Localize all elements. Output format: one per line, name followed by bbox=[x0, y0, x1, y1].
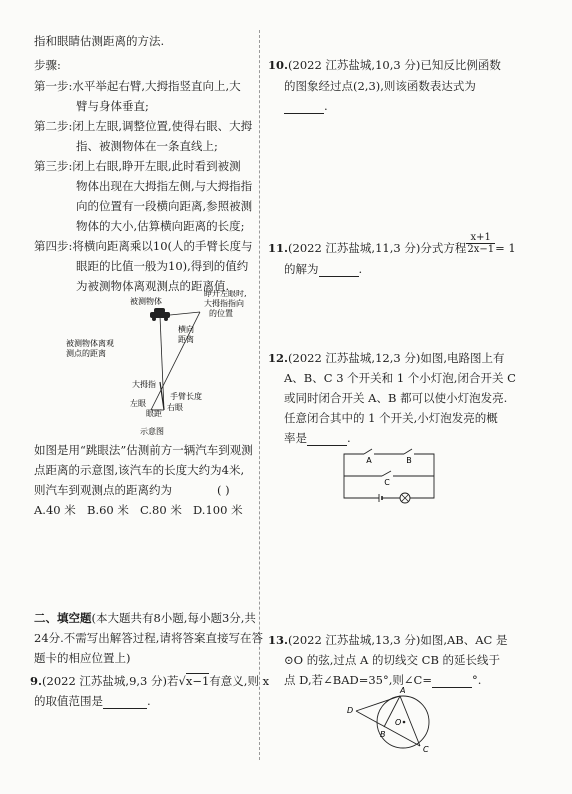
q13-number: 13. bbox=[268, 633, 289, 647]
q12-text-c: 或同时闭合开关 A、B 都可以使小灯泡发亮. bbox=[284, 391, 508, 405]
label-switch-b: B bbox=[406, 456, 412, 465]
switch-a-icon bbox=[364, 449, 372, 454]
label-open-eye: 睁开左眼时, bbox=[204, 290, 247, 298]
q12-answer-blank[interactable] bbox=[307, 433, 347, 446]
q13-text-c: 点 D,若∠BAD=35°,则∠C= bbox=[284, 673, 432, 687]
q10-line3 bbox=[284, 98, 328, 114]
intro-text: 指和眼睛估测距离的方法. bbox=[34, 34, 165, 48]
label-point-b: B bbox=[380, 730, 386, 739]
q9-line2 bbox=[34, 693, 151, 709]
label-object-1: 被测物体 bbox=[130, 297, 162, 306]
q11-denominator: 2x−1 bbox=[467, 244, 495, 255]
option-a: A.40 米 bbox=[34, 503, 76, 517]
step3-line2: 物体出现在大拇指左侧,与大拇指指 bbox=[76, 179, 253, 193]
label-switch-a: A bbox=[366, 456, 372, 465]
q11-numerator: x+1 bbox=[466, 232, 495, 244]
q11-number: 11. bbox=[268, 240, 289, 255]
q10-line1 bbox=[268, 57, 501, 73]
step1-line2: 臂与身体垂直; bbox=[76, 99, 149, 113]
q12-text-d: 任意闭合其中的 1 个开关,小灯泡发亮的概 bbox=[284, 411, 498, 425]
step2-line1: 第二步:闭上左眼,调整位置,使得右眼、大拇 bbox=[34, 119, 253, 133]
q9-text-b: 有意义,则 x bbox=[209, 674, 270, 688]
q10-text-a: (2022 江苏盐城,10,3 分)已知反比例函数 bbox=[288, 58, 501, 72]
center-point-icon bbox=[403, 721, 406, 724]
label-switch-c: C bbox=[384, 478, 390, 487]
label-point-c: C bbox=[423, 745, 429, 754]
label-distance-2: 测点的距离 bbox=[66, 349, 106, 358]
step3-line1: 第三步:闭上右眼,睁开左眼,此时看到被测 bbox=[34, 159, 241, 173]
label-right-eye: 右眼 bbox=[167, 403, 183, 412]
lamp-icon bbox=[400, 493, 410, 503]
step4-line2: 眼距的比值一般为10),得到的值约 bbox=[76, 259, 249, 273]
q9-number: 9. bbox=[30, 674, 43, 688]
q11-equals: = 1 bbox=[495, 240, 516, 255]
q9-answer-blank[interactable] bbox=[103, 696, 147, 709]
option-b: B.60 米 bbox=[87, 503, 129, 517]
circle-geometry-figure bbox=[344, 685, 444, 755]
q10-number: 10. bbox=[268, 58, 289, 72]
q12-number: 12. bbox=[268, 351, 289, 365]
option-d: D.100 米 bbox=[193, 503, 243, 517]
step2-line2: 指、被测物体在一条直线上; bbox=[76, 139, 218, 153]
label-point-a: A bbox=[400, 686, 406, 695]
q12-text-b: A、B、C 3 个开关和 1 个小灯泡,闭合开关 C bbox=[284, 371, 516, 385]
q13-text-b: ⊙O 的弦,过点 A 的切线交 CB 的延长线于 bbox=[284, 653, 501, 667]
q11-line2 bbox=[284, 261, 362, 277]
step4-line3: 为被测物体离观测点的距离值. bbox=[76, 279, 230, 293]
section-desc-2: 24分.不需写出解答过程,请将答案直接写在答 bbox=[34, 631, 263, 645]
section-desc-1: (本大题共有8小题,每小题3分,共 bbox=[91, 611, 256, 625]
q13-end: °. bbox=[471, 673, 482, 687]
chord-ac bbox=[400, 696, 420, 746]
q11-answer-blank[interactable] bbox=[319, 264, 359, 277]
q13-line1 bbox=[268, 632, 508, 648]
sqrt-symbol: √ bbox=[178, 674, 186, 688]
circuit-diagram bbox=[342, 448, 436, 508]
q10-end: . bbox=[324, 99, 328, 113]
q11-end: . bbox=[358, 262, 363, 276]
q12-text-e: 率是 bbox=[284, 431, 307, 445]
step4-line1: 第四步:将横向距离乘以10(人的手臂长度与 bbox=[34, 239, 253, 253]
option-c: C.80 米 bbox=[140, 503, 182, 517]
q-text-line1: 如图是用“跳眼法”估测前方一辆汽车到观测 bbox=[34, 443, 253, 457]
q-text-line3: 则汽车到观测点的距离约为 bbox=[34, 483, 172, 497]
q11-text-a: (2022 江苏盐城,11,3 分)分式方程 bbox=[288, 240, 467, 255]
label-point-d: D bbox=[347, 706, 354, 715]
switch-b-icon bbox=[404, 449, 412, 454]
step3-line3: 向的位置有一段横向距离,参照被测 bbox=[76, 199, 253, 213]
label-lateral-2: 距离 bbox=[178, 335, 194, 344]
q9-end: . bbox=[147, 694, 151, 708]
q13-text-a: (2022 江苏盐城,13,3 分)如图,AB、AC 是 bbox=[288, 633, 508, 647]
q9-radicand: x−1 bbox=[185, 674, 210, 688]
label-point-o: O bbox=[395, 718, 402, 727]
q-text-line2: 点距离的示意图,该汽车的长度大约为4米, bbox=[34, 463, 245, 477]
q9-line1 bbox=[30, 673, 269, 689]
q10-text-b: 的图象经过点(2,3),则该函数表达式为 bbox=[284, 79, 476, 93]
q11-line1 bbox=[268, 232, 516, 256]
q9-text-a: (2022 江苏盐城,9,3 分)若 bbox=[42, 674, 179, 688]
label-lateral-1: 横向 bbox=[178, 325, 194, 334]
label-left-eye: 左眼 bbox=[130, 399, 146, 408]
q12-end: . bbox=[347, 431, 351, 445]
battery-icon bbox=[379, 494, 382, 502]
answer-paren: ( ) bbox=[217, 483, 230, 497]
switch-c-icon bbox=[382, 471, 391, 476]
section-title: 二、填空题 bbox=[34, 611, 92, 625]
q10-answer-blank[interactable] bbox=[284, 101, 324, 114]
section-desc-3: 题卡的相应位置上) bbox=[34, 651, 131, 665]
label-thumb: 大拇指 bbox=[132, 380, 156, 389]
label-eye-distance: 眼距 bbox=[146, 409, 162, 418]
column-divider bbox=[259, 30, 260, 760]
q11-fraction bbox=[466, 232, 495, 255]
steps-title: 步骤: bbox=[34, 58, 61, 72]
label-thumb-direction: 大拇指指向 bbox=[204, 299, 244, 308]
q12-line1 bbox=[268, 350, 504, 366]
label-arm-length: 手臂长度 bbox=[170, 392, 202, 401]
q9-text-c: 的取值范围是 bbox=[34, 694, 103, 708]
step1-line1: 第一步:水平举起右臂,大拇指竖直向上,大 bbox=[34, 79, 241, 93]
q11-text-b: 的解为 bbox=[284, 262, 319, 276]
jump-eye-diagram bbox=[54, 290, 254, 440]
step3-line4: 物体的大小,估算横向距离的长度; bbox=[76, 219, 245, 233]
label-position: 的位置 bbox=[209, 309, 233, 318]
q12-text-a: (2022 江苏盐城,12,3 分)如图,电路图上有 bbox=[288, 351, 505, 365]
label-distance-1: 被测物体离观 bbox=[66, 339, 114, 348]
q12-line5 bbox=[284, 430, 351, 446]
diagram-caption: 示意图 bbox=[140, 427, 164, 436]
line-dc bbox=[356, 711, 420, 746]
